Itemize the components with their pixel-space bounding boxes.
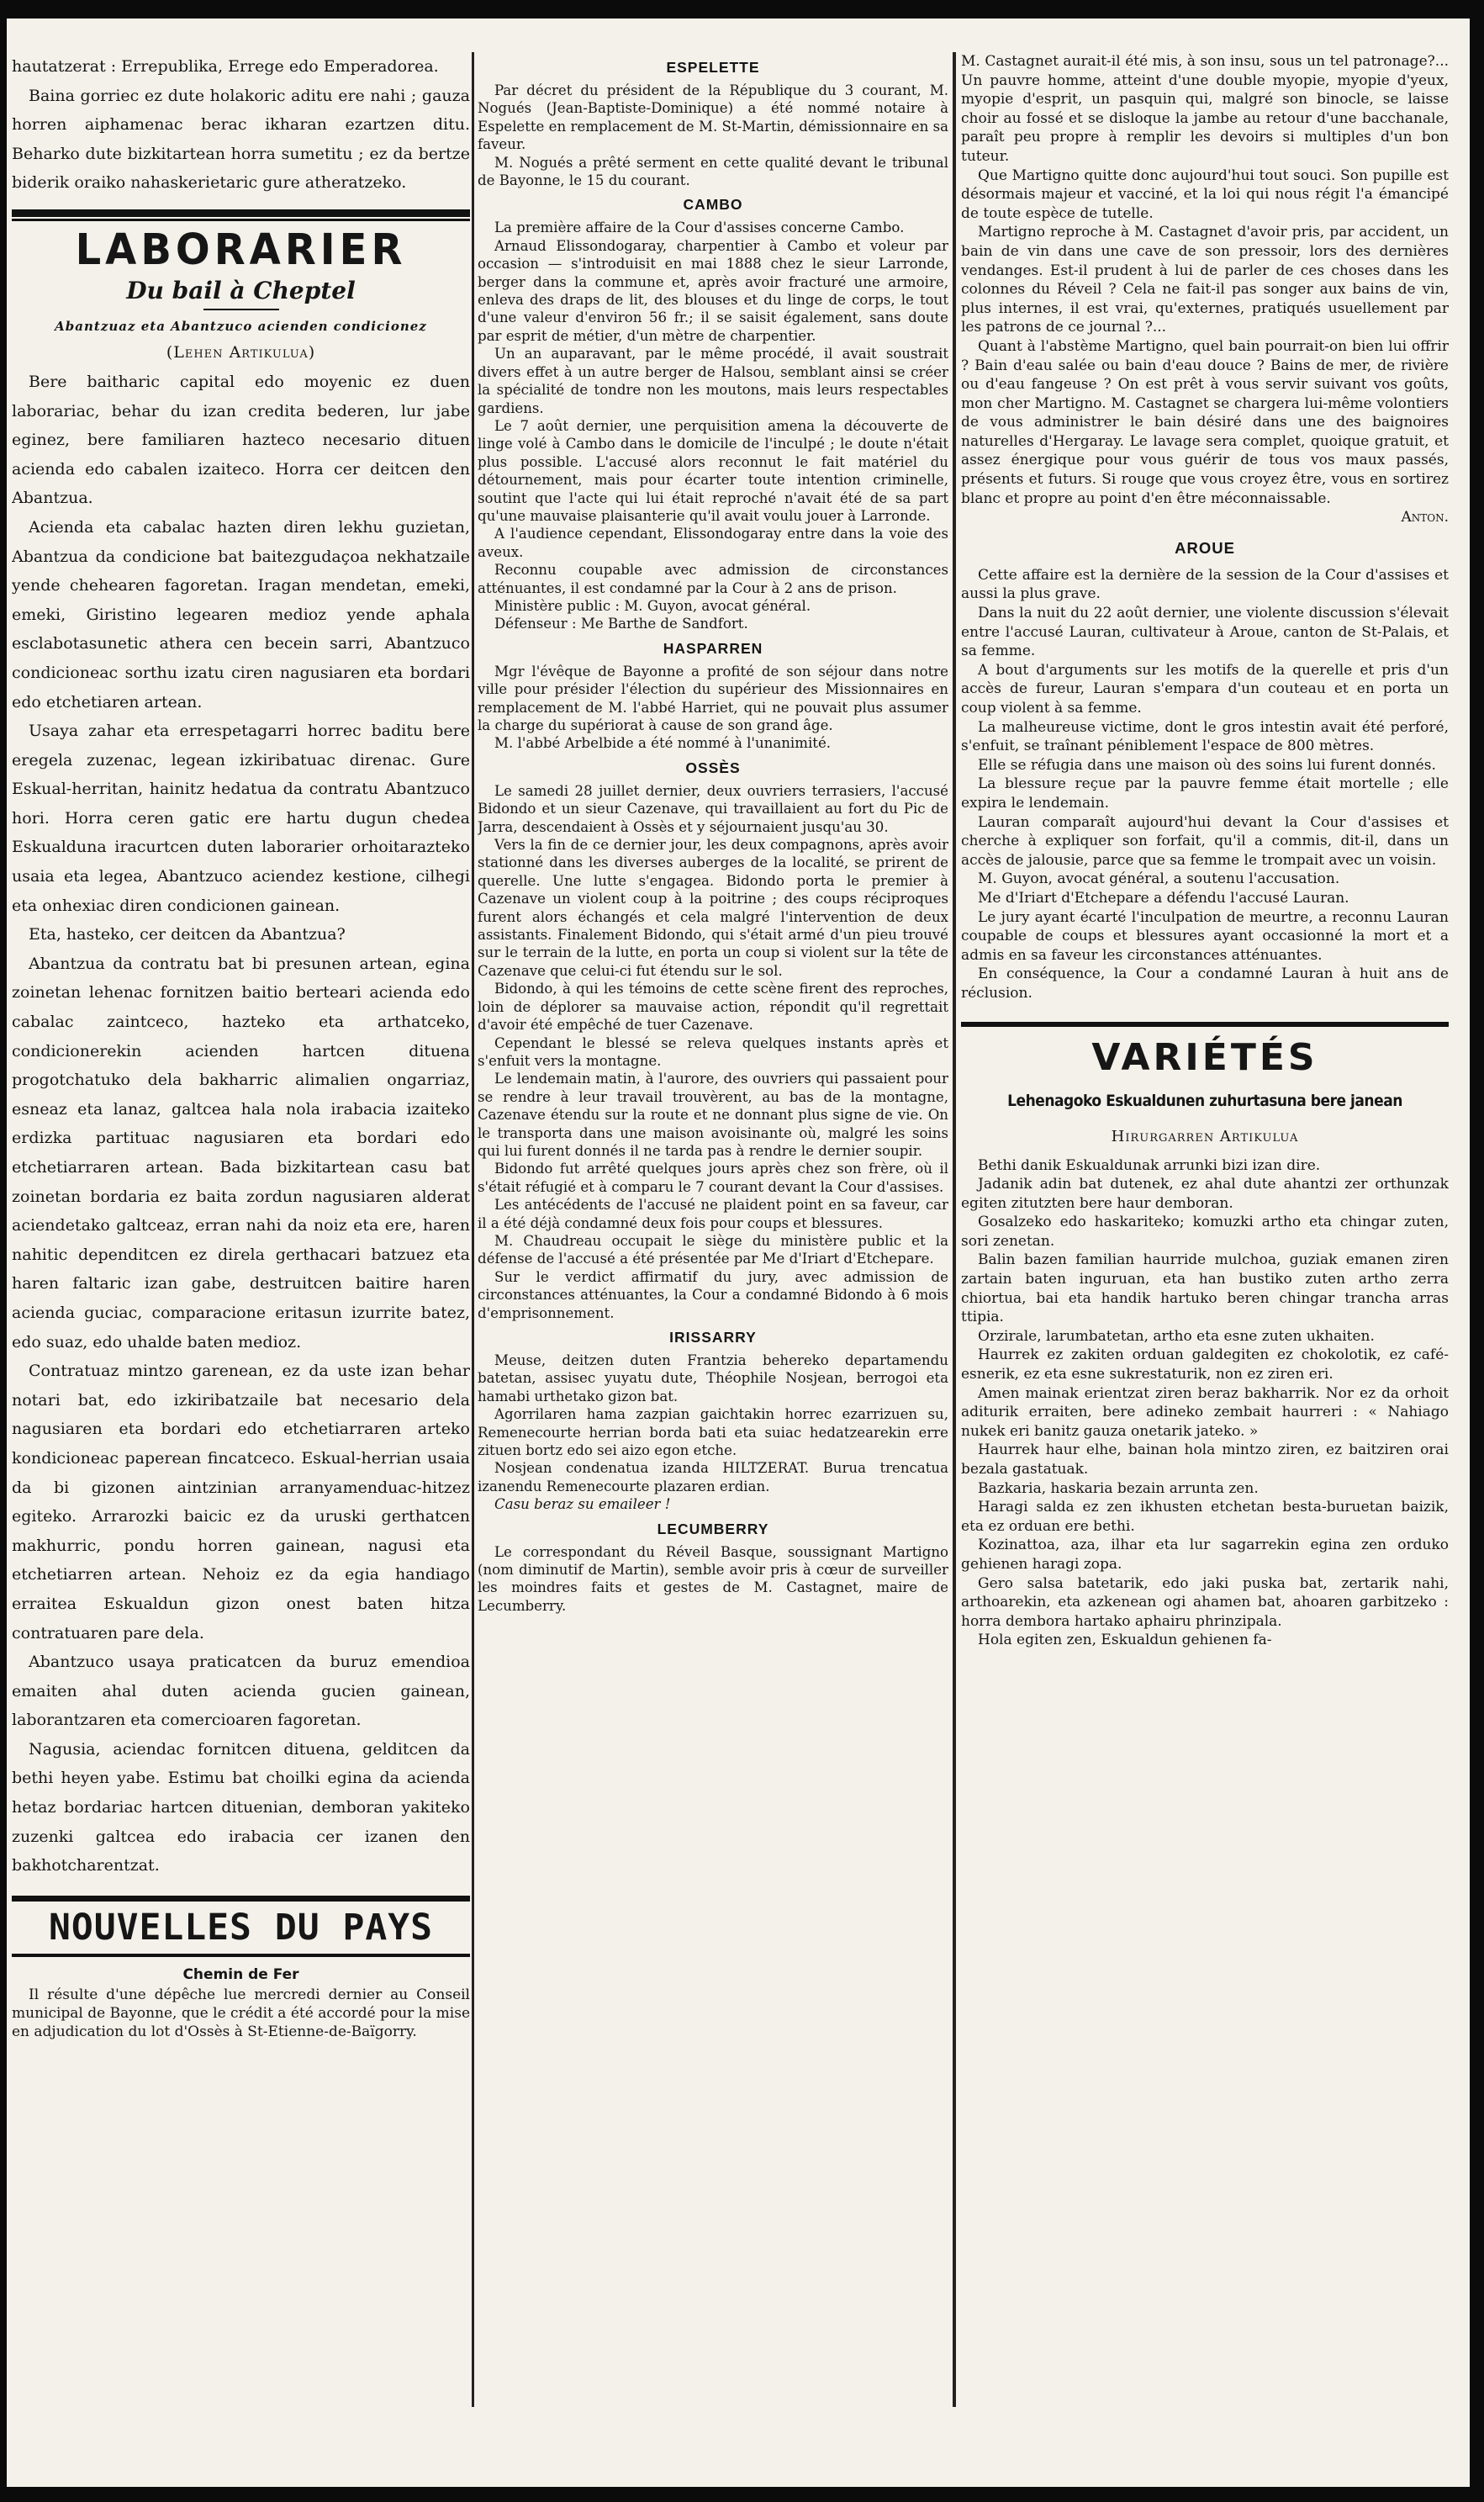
signature-name: Anton. [1401, 509, 1449, 526]
hasparren-heading: HASPARREN [663, 639, 763, 657]
news-paragraph: A bout d'arguments sur les motifs de la querelle et pris d'un accès de fureur, Lauran s'empara d'un couteau et en porta un coup violent à sa femme. [961, 661, 1449, 717]
news-paragraph: Un an auparavant, par le même procédé, il avait soustrait divers effet à un autre berger de Halsou, semblant ainsi se créer la spécialité de tondre non les moutons, mais leurs respectables gardiens. [478, 346, 948, 416]
column-divider [472, 52, 474, 2407]
news-paragraph: Vers la fin de ce dernier jour, les deux compagnons, après avoir stationné dans les diverses auberges de la localité, se prirent de querelle. Une lutte s'engagea. Bidondo porta le premier à Cazenave un violent coup à la poitrine ; des coups réciproques furent alors échangés et cela malgré l'intervention de deux assistants. Finalement Bidondo, qui s'était armé d'un pieu trouvé sur le terrain de la lutte, en porta un coup si violent sur la tête de Cazenave que celui-ci fut étendu sur le sol. [478, 837, 948, 979]
laborarier-subline: Abantzuaz eta Abantzuco acienden condicionez [55, 318, 427, 334]
news-paragraph: Casu beraz su emaileer ! [494, 1496, 671, 1513]
varietes-paragraph: Haurrek haur elhe, bainan hola mintzo ziren, ez baitziren orai bezala gastatuak. [961, 1441, 1449, 1478]
news-paragraph: Arnaud Elissondogaray, charpentier à Cambo et voleur par occasion — s'introduisit en mai 1888 chez le sieur Larronde, berger dans la commune et, après avoir fracturé une armoire, enleva des draps de lit, des blouses et du linge de corps, le tout d'une valeur d'environ 56 fr.; il se saisit également, sans doute par esprit de métier, d'un mètre de charpentier. [478, 237, 948, 344]
news-paragraph: Défenseur : Me Barthe de Sandfort. [494, 616, 748, 632]
irissarry-heading: IRISSARRY [669, 1329, 757, 1346]
news-paragraph: Cette affaire est la dernière de la session de la Cour d'assises et aussi la plus grave. [961, 566, 1449, 603]
news-paragraph: Mgr l'évêque de Bayonne a profité de son séjour dans notre ville pour présider l'élection du supérieur des Missionnaires en remplacement de M. l'abbé Harriet, qui ne pouvait plus assumer la charge du supériorat à cause de son grand âge. [478, 663, 948, 733]
news-paragraph: Le samedi 28 juillet dernier, deux ouvriers terrasiers, l'accusé Bidondo et un sieur Cazenave, qui travaillaient au fort du Pic de Jarra, descendaient à Ossès et y séjournaient jusqu'au 30. [478, 782, 948, 835]
varietes-article-number: Hirurgarren Artikulua [1111, 1127, 1299, 1145]
nouvelles-title: NOUVELLES DU PAYS [48, 1906, 434, 1949]
section-rule [12, 209, 470, 217]
lecumberry-heading: LECUMBERRY [657, 1520, 769, 1537]
news-paragraph: Le lendemain matin, à l'aurore, des ouvriers qui passaient pour se rendre à leur travail trouvèrent, au bas de la montagne, Cazenave étendu sur la route et ne donnant plus signe de vie. On le transporta dans une maison avoisinante où, malgré les soins qui lui furent donnés il ne tarda pas à rendre le dernier soupir. [478, 1071, 948, 1159]
varietes-paragraph: Orzirale, larumbatetan, artho eta esne zuten ukhaiten. [978, 1327, 1375, 1345]
news-paragraph: Dans la nuit du 22 août dernier, une violente discussion s'élevait entre l'accusé Lauran, cultivateur à Aroue, canton de St-Palais, et sa femme. [961, 605, 1449, 660]
varietes-paragraph: Gosalzeko edo haskariteko; komuzki artho eta chingar zuten, sori zenetan. [961, 1214, 1449, 1250]
article-paragraph: Nagusia, aciendac fornitcen dituena, gelditcen da bethi heyen yabe. Estimu bat choilki egina da acienda hetaz bordariac hartcen dituenian, demboran yakiteko zuzenki galtcea edo irabacia cer izanen den bakhotcharentzat. [12, 1739, 470, 1875]
column-divider [953, 52, 956, 2407]
news-paragraph: Sur le verdict affirmatif du jury, avec admission de circonstances atténuantes, la Cour a condamné Bidondo à 6 mois d'emprisonnement. [478, 1268, 948, 1321]
varietes-paragraph: Haragi salda ez zen ikhusten etchetan besta-buruetan baizik, eta ez orduan ere bethi. [961, 1499, 1449, 1535]
varietes-paragraph: Jadanik adin bat dutenek, ez ahal dute ahantzi zer orthunzak egiten zitutzten bere haur demboran. [961, 1176, 1449, 1212]
news-paragraph: La première affaire de la Cour d'assises concerne Cambo. [494, 220, 905, 236]
short-rule [203, 309, 279, 310]
news-paragraph: Le jury ayant écarté l'inculpation de meurtre, a reconnu Lauran coupable de coups et blessures ayant occasionné la mort et a admis en sa faveur les circonstances atténuantes. [961, 908, 1449, 964]
news-paragraph: Quant à l'abstème Martigno, quel bain pourrait-on bien lui offrir ? Bain d'eau salée ou bain d'eau douce ? Bains de mer, de rivière ou d'eau fangeuse ? On est prêt à vous servir suivant vos goûts, mon cher Martigno. M. Castagnet se chargera lui-même volontiers de vous administrer le bain désiré dans une des baignoires naturelles d'Hergaray. Le lavage sera complet, quoique gratuit, et assez énergique pour vous guérir de tous vos maux passés, présents et futurs. Si rouge que vous croyez être, vous en sortirez blanc et propre au point d'en être méconnaissable. [961, 337, 1449, 507]
newspaper-page [7, 19, 1470, 2487]
nouvelles-header-box [12, 1896, 470, 1957]
news-paragraph: M. l'abbé Arbelbide a été nommé à l'unanimité. [494, 735, 832, 752]
news-paragraph: Reconnu coupable avec admission de circonstances atténuantes, il est condamné par la Cour à 2 ans de prison. [478, 562, 948, 596]
varietes-subtitle: Lehenagoko Eskualdunen zuhurtasuna bere janean [1007, 1091, 1402, 1110]
varietes-paragraph: Haurrek ez zakiten orduan galdegiten ez chokolotik, ez café-esnerik, ez eta esne sukrestaturik, non ez ziren eri. [961, 1346, 1449, 1383]
article-paragraph: Abantzuco usaya praticatcen da buruz emendioa emaiten ahal duten acienda gucien gainean, laborantzaren eta comercioaren fagoretan. [12, 1653, 470, 1730]
news-paragraph: M. Nogués a prêté serment en cette qualité devant le tribunal de Bayonne, le 15 du courant. [478, 154, 948, 189]
varietes-paragraph: Balin bazen familian haurride mulchoa, guziak emanen ziren zartain baten inguruan, eta han bustiko zuten artho zerra chiortua, bai eta handik hartuko beren chingar trancha arras ttipia. [961, 1251, 1449, 1326]
news-paragraph: Martigno reproche à M. Castagnet d'avoir pris, par accident, un bain de vin dans une cave de son pressoir, lors des dernières vendanges. Est-il prudent à lui de parler de ces choses dans les colonnes du Réveil ? Cela ne fait-il pas songer aux bains de vin, plus internes, il est vrai, qu'externes, pratiqués usuellement par les patrons de ce journal ?... [961, 224, 1449, 336]
varietes-paragraph: Hola egiten zen, Eskualdun gehienen fa- [978, 1632, 1272, 1649]
news-paragraph: Bidondo fut arrêté quelques jours après chez son frère, où il s'était réfugié et à comparu le 7 courant devant la Cour d'assises. [478, 1161, 948, 1195]
news-paragraph: Nosjean condenatua izanda HILTZERAT. Burua trencatua izanendu Remenecourte plazaren erdian. [478, 1460, 948, 1494]
news-paragraph: Que Martigno quitte donc aujourd'hui tout souci. Son pupille est désormais majeur et vacciné, et la loi qui nous régit l'a émancipé de toute espèce de tutelle. [961, 167, 1449, 222]
news-paragraph: Cependant le blessé se releva quelques instants après et s'enfuit vers la montagne. [478, 1034, 948, 1069]
article-paragraph: Usaya zahar eta errespetagarri horrec baditu bere eregela zuzenac, legean izkiribatuac direnac. Gure Eskual-herritan, hainitz hedatua da contratu Abantzuco hori. Horra ceren gatic ere hartu dugun chedea Eskualduna iracurtcen duten laborarier orhoitarazteko usaia eta legea, Abantzuco aciendez kestione, cilhegi eta onhexiac diren condicionen gainean. [12, 722, 470, 915]
section-rule [12, 219, 470, 221]
aroue-heading: AROUE [1175, 538, 1235, 557]
news-paragraph: Agorrilaren hama zazpian gaichtakin horrec ezarrizuen su, Remenecourte herrian borda bati eta suiac hedatzearekin erre zituen bortz edo sei aizo egon etche. [478, 1406, 948, 1459]
varietes-header-box [961, 1022, 1449, 1084]
article-paragraph: Abantzua da contratu bat bi presunen artean, egina zoinetan lehenac fornitzen baitio berteari acienda edo cabalac zaintceco, hazteko eta arthatceko, condicionerekin acienden hartcen dituena progotchatuko dela bakharric alimalien ongarriaz, esneaz eta lanaz, galtcea hala nola irabacia izaiteko erdizka partituac nagusiaren eta bordari edo etchetiarraren artean. Bada bizkitartean casu bat zoinetan bordaria ez baita zordun nagusiaren alderat aciendetako galtceaz, erran nahi da noiz eta ere, haren nahitic dependitcen ez direla gerthacari batzuez eta haren faltaric izan gabe, destruitcen baitire haren acienda guciac, comparacione eritasun izurrite batez, edo suaz, edo uhalde baten medioz. [12, 954, 470, 1352]
article-paragraph: Eta, hasteko, cer deitcen da Abantzua? [29, 925, 346, 944]
varietes-paragraph: Bazkaria, haskaria bezain arrunta zen. [978, 1479, 1259, 1497]
article-number: (Lehen Artikulua) [166, 342, 316, 362]
intro-paragraph: Baina gorriec ez dute holakoric aditu ere nahi ; gauza horren aiphamenac berac ikharan ezartzen ditu. Beharko dute bizkitartean horra sumetitu ; ez da bertze biderik oraiko nahaskerietaric gure atheratzeko. [12, 86, 470, 193]
article-paragraph: Acienda eta cabalac hazten diren lekhu guzietan, Abantzua da condicione bat baitezgudaçoa nekhatzaile yende chehearen fagoretan. Iragan mendetan, emeki, emeki, Giristino legearen medioz yende aphala esclabotasunetic athera cen becein sarri, Abantzuco condicioneac sorthu izatu ciren nagusiaren eta bordari edo etchetiaren artean. [12, 517, 470, 711]
news-paragraph: M. Castagnet aurait-il été mis, à son insu, sous un tel patronage?... Un pauvre homme, atteint d'une double myopie, myopie d'yeux, myopie d'esprit, un pasquin qui, malgré son binocle, se laisse choir au fossé et se disloque la jambe au retour d'une bacchanale, paraît peu propre à remplir les devoirs si multiples d'un bon tuteur. [961, 53, 1449, 165]
news-paragraph: M. Guyon, avocat général, a soutenu l'accusation. [978, 870, 1340, 888]
column-right [961, 52, 1449, 2457]
news-paragraph: Le 7 août dernier, une perquisition amena la découverte de linge volé à Cambo dans le domicile de l'inculpé ; le doute n'était plus possible. L'accusé alors reconnut le fait matériel du détournement, mais pour écarter toute intention criminelle, soutint que l'acte qui lui était reproché n'avait été de sa part qu'une mauvaise plaisanterie qu'il avait voulu jouer à Larronde. [478, 417, 948, 524]
varietes-title: VARIÉTÉS [1091, 1035, 1318, 1079]
column-middle [478, 52, 948, 2457]
espelette-heading: ESPELETTE [666, 59, 760, 76]
article-paragraph: Contratuaz mintzo garenean, ez da uste izan behar notari bat, edo izkiribatzaile bat necesario dela nagusiaren eta bordari edo etchetiarraren arteko kondicioneac paperean fincatceco. Eskual-herrian usaia da bi gizonen aintzinian arranyamenduac-hitzez egiteko. Arrarozki baicic ez da uruski gerthatcen makhurric, pondu horren gainean, nagusi eta etchetiarren artean. Nehoiz ez da egia handiago erraitea Eskualdun gizon onest baten hitza contratuaren pare dela. [12, 1362, 470, 1642]
news-paragraph: Par décret du président de la République du 3 courant, M. Nogués (Jean-Baptiste-Dominique) a été nommé notaire à Espelette en remplacement de M. St-Martin, démissionnaire en sa faveur. [478, 82, 948, 153]
varietes-paragraph: Bethi danik Eskualdunak arrunki bizi izan dire. [978, 1156, 1321, 1174]
chemin-paragraph: Il résulte d'une dépêche lue mercredi dernier au Conseil municipal de Bayonne, que le crédit a été accordé pour la mise en adjudication du lot d'Ossès à St-Etienne-de-Baïgorry. [12, 1986, 470, 2040]
news-paragraph: Ministère public : M. Guyon, avocat général. [494, 597, 811, 614]
varietes-paragraph: Kozinattoa, aza, ilhar eta lur sagarrekin egina zen orduko gehienen haragi zopa. [961, 1537, 1449, 1573]
article-paragraph: Bere baitharic capital edo moyenic ez duen laborariac, behar du izan credita bederen, lur jabe eginez, bere familiaren hazteco necesario dituen acienda edo cabalen izaiteco. Horra cer deitcen den Abantzua. [12, 372, 470, 508]
cambo-heading: CAMBO [683, 196, 743, 214]
news-paragraph: En conséquence, la Cour a condamné Lauran à huit ans de réclusion. [961, 965, 1449, 1002]
news-paragraph: M. Chaudreau occupait le siège du ministère public et la défense de l'accusé a été présentée par Me d'Iriart d'Etchepare. [478, 1232, 948, 1267]
news-paragraph: Meuse, deitzen duten Frantzia behereko departamendu batetan, assisec yuyatu dute, Théophile Nosjean, berrogoi eta hamabi urthetako gizon bat. [478, 1352, 948, 1404]
intro-line: hautatzerat : Errepublika, Errege edo Emperadorea. [12, 57, 439, 76]
news-paragraph: Elle se réfugia dans une maison où des soins lui furent donnés. [978, 756, 1436, 774]
news-paragraph: Lauran comparaît aujourd'hui devant la Cour d'assises et cherche à expliquer son forfait, qu'il a commis, dit-il, dans un accès de jalousie, parce que sa femme le trompait avec un voisin. [961, 813, 1449, 869]
chemin-heading: Chemin de Fer [182, 1965, 299, 1983]
news-paragraph: Le correspondant du Réveil Basque, soussignant Martigno (nom diminutif de Martin), semble avoir pris à cœur de surveiller les moindres faits et gestes de M. Castagnet, maire de Lecumberry. [478, 1543, 948, 1614]
varietes-paragraph: Amen mainak erientzat ziren beraz bakharrik. Nor ez da orhoit aditurik erraiten, bere adineko zembait haurreri : « Nahiago nukek eri banitz gauza onetarik jateko. » [961, 1384, 1449, 1440]
column-left [12, 52, 470, 2457]
news-paragraph: A l'audience cependant, Elissondogaray entre dans la voie des aveux. [478, 526, 948, 560]
varietes-paragraph: Gero salsa batetarik, edo jaki puska bat, zertarik nahi, arthoarekin, eta azkenean ogi ahamen bat, ahoaren garbitzeko : horra dembora hartako aphairu phrinzipala. [961, 1574, 1449, 1630]
news-paragraph: La blessure reçue par la pauvre femme était mortelle ; elle expira le lendemain. [961, 775, 1449, 812]
news-paragraph: Me d'Iriart d'Etchepare a défendu l'accusé Lauran. [978, 889, 1349, 907]
signature [961, 508, 1449, 527]
osses-heading: OSSÈS [685, 759, 741, 776]
laborarier-subtitle: Du bail à Cheptel [126, 276, 356, 304]
news-paragraph: La malheureuse victime, dont le gros intestin avait été perforé, s'enfuit, se traînant péniblement l'espace de 800 mètres. [961, 718, 1449, 755]
news-paragraph: Bidondo, à qui les témoins de cette scène firent des reproches, loin de déplorer sa mauvaise action, répondit qu'il regrettait d'avoir été empêché de tuer Cazenave. [478, 981, 948, 1034]
news-paragraph: Les antécédents de l'accusé ne plaident point en sa faveur, car il a été déjà condamné deux fois pour coups et blessures. [478, 1197, 948, 1231]
laborarier-title: LABORARIER [75, 225, 407, 275]
